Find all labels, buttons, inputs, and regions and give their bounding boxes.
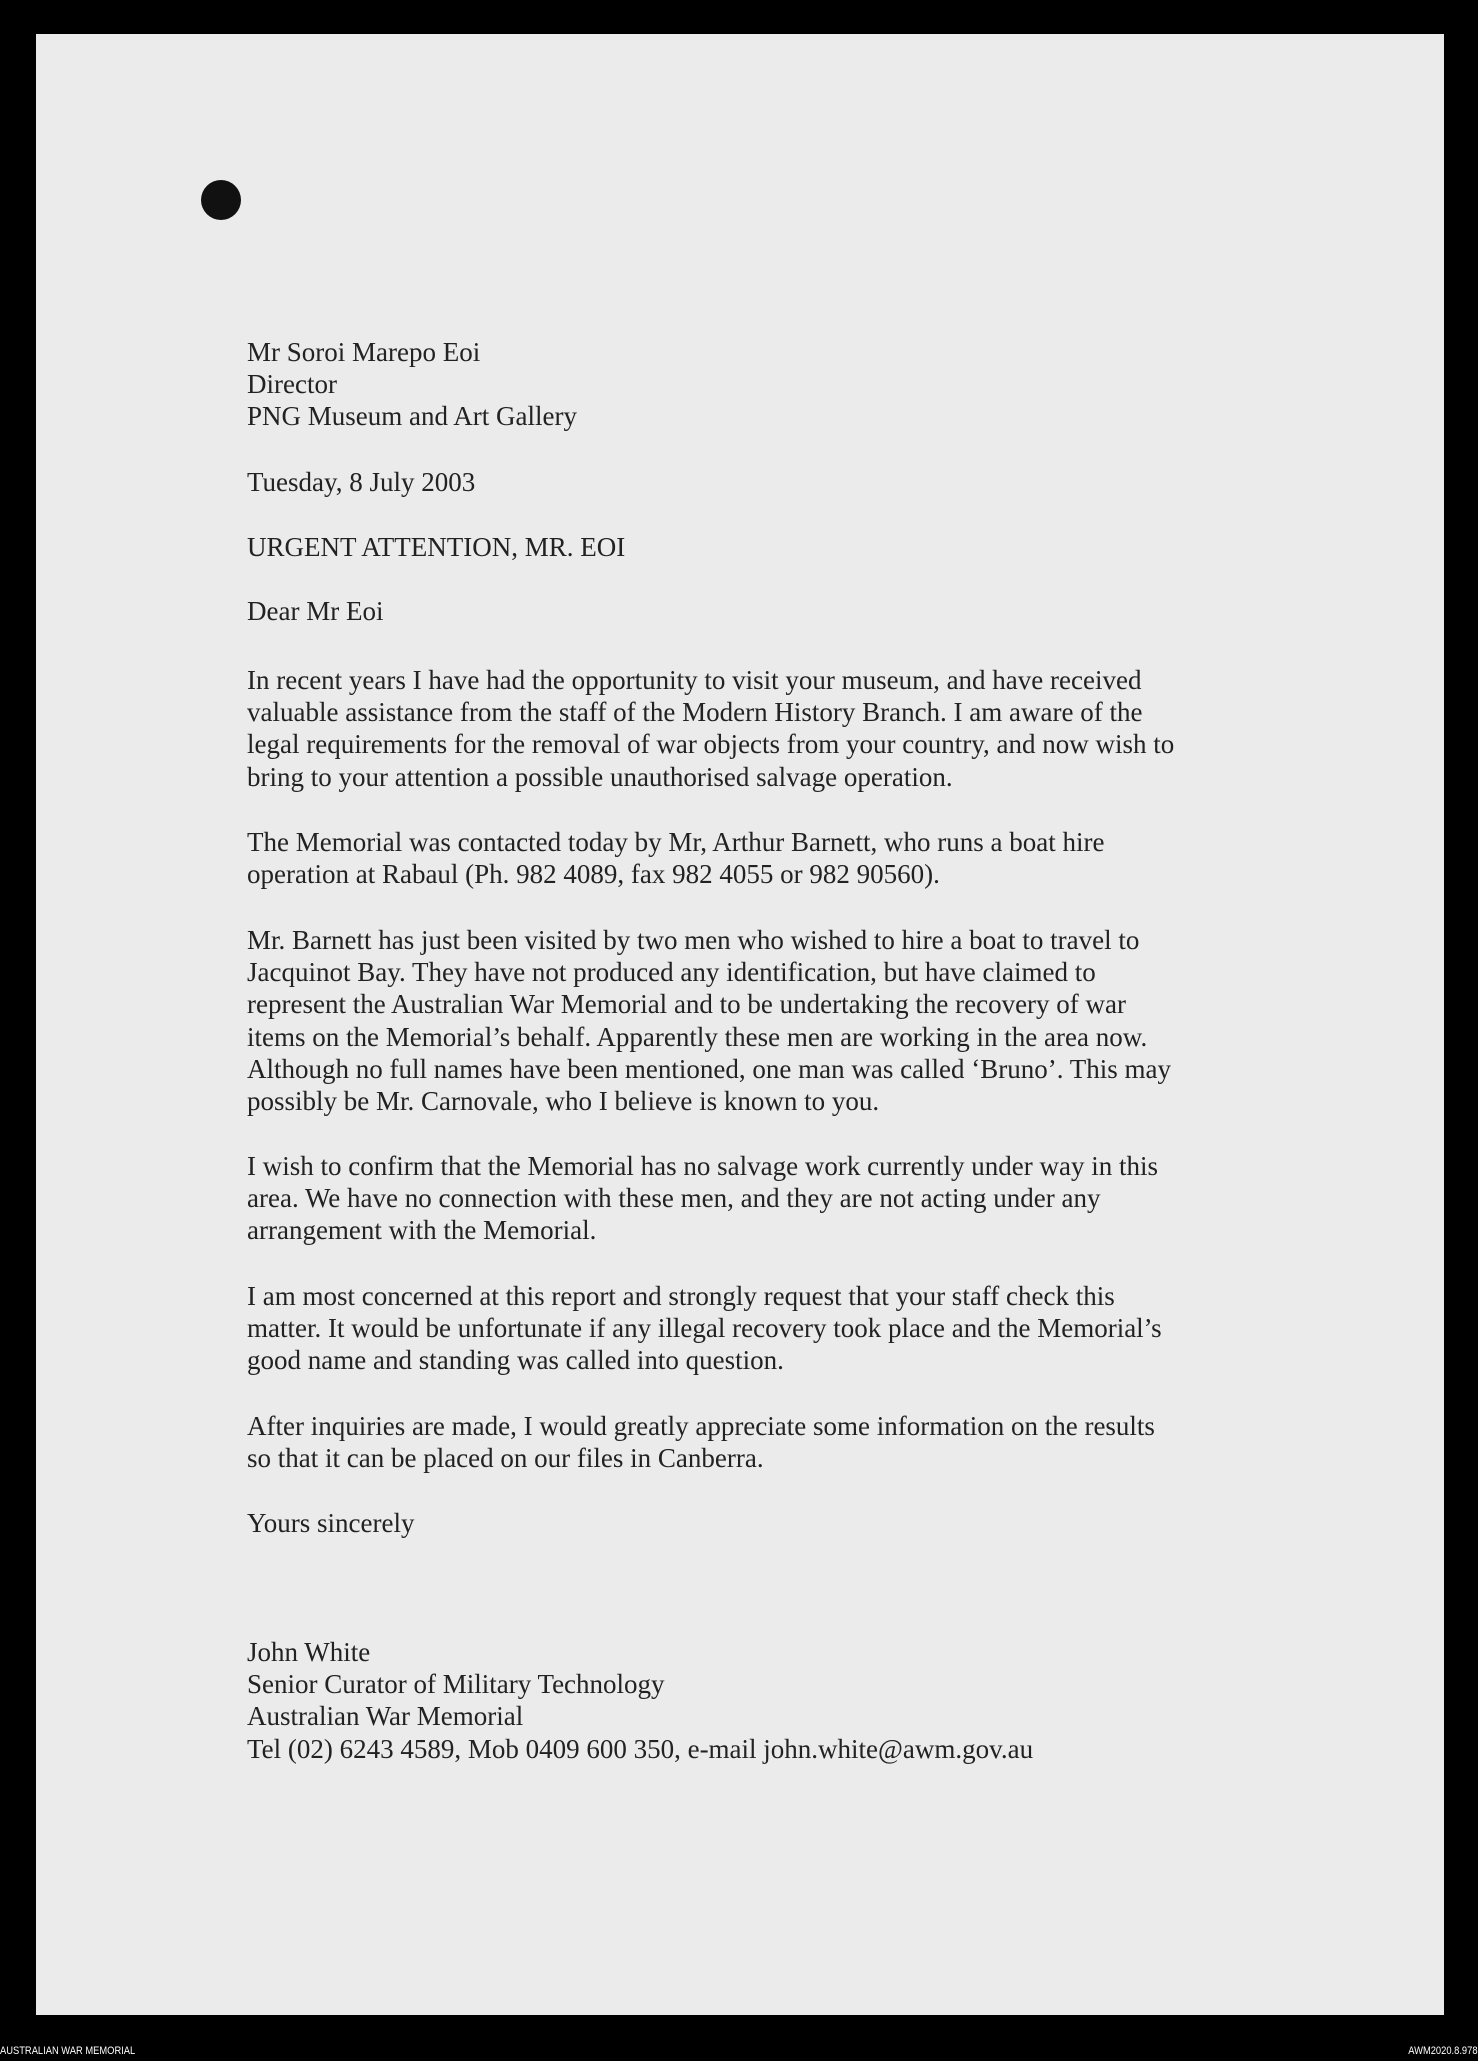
text-line: items on the Memorial’s behalf. Apparently these men are working in the area now.	[247, 1021, 1148, 1052]
text-line: matter. It would be unfortunate if any illegal recovery took place and the Memorial’s	[247, 1313, 1162, 1344]
punch-hole	[201, 180, 241, 220]
signature-block	[247, 1636, 1033, 1765]
text-line: Jacquinot Bay. They have not produced any identification, but have claimed to	[247, 957, 1096, 988]
address-line: PNG Museum and Art Gallery	[247, 401, 577, 432]
signature-title: Senior Curator of Military Technology	[247, 1669, 665, 1700]
signature-organisation: Australian War Memorial	[247, 1701, 524, 1732]
letter-date: Tuesday, 8 July 2003	[247, 467, 476, 497]
text-line: possibly be Mr. Carnovale, who I believe is known to you.	[247, 1085, 880, 1116]
text-line: I am most concerned at this report and strongly request that your staff check this	[247, 1281, 1115, 1311]
text-line: good name and standing was called into question.	[247, 1345, 784, 1376]
paragraph-4	[247, 1150, 1158, 1247]
text-line: I wish to confirm that the Memorial has no salvage work currently under way in this	[247, 1151, 1159, 1181]
text-line: valuable assistance from the staff of the Modern History Branch. I am aware of the	[247, 697, 1143, 728]
signature-contact: Tel (02) 6243 4589, Mob 0409 600 350, e-mail john.white@awm.gov.au	[247, 1733, 1034, 1764]
text-line: Although no full names have been mentioned, one man was called ‘Bruno’. This may	[247, 1053, 1172, 1084]
text-line: so that it can be placed on our files in Canberra.	[247, 1443, 764, 1474]
address-line: Director	[247, 369, 337, 400]
paragraph-6	[247, 1410, 1155, 1474]
text-line: The Memorial was contacted today by Mr, Arthur Barnett, who runs a boat hire	[247, 827, 1105, 857]
text-line: bring to your attention a possible unauthorised salvage operation.	[247, 761, 953, 792]
text-line: arrangement with the Memorial.	[247, 1215, 597, 1246]
text-line: represent the Australian War Memorial and to be undertaking the recovery of war	[247, 989, 1127, 1020]
closing: Yours sincerely	[247, 1508, 415, 1538]
paragraph-2	[247, 826, 1104, 890]
text-line: area. We have no connection with these men, and they are not acting under any	[247, 1183, 1101, 1214]
text-line: operation at Rabaul (Ph. 982 4089, fax 982 4055 or 982 90560).	[247, 859, 940, 890]
footer-institution: AUSTRALIAN WAR MEMORIAL	[0, 2045, 136, 2057]
text-line: legal requirements for the removal of war objects from your country, and now wish to	[247, 729, 1175, 760]
address-line: Mr Soroi Marepo Eoi	[247, 337, 481, 367]
paragraph-5	[247, 1280, 1162, 1377]
paragraph-1	[247, 664, 1174, 793]
signature-name: John White	[247, 1637, 371, 1667]
attention-line: URGENT ATTENTION, MR. EOI	[247, 532, 626, 562]
paragraph-3	[247, 924, 1171, 1117]
recipient-address	[247, 336, 577, 433]
text-line: After inquiries are made, I would greatly appreciate some information on the results	[247, 1411, 1155, 1441]
salutation: Dear Mr Eoi	[247, 596, 384, 626]
footer-accession-number: AWM2020.8.978	[1408, 2045, 1478, 2057]
text-line: In recent years I have had the opportunity to visit your museum, and have received	[247, 665, 1142, 695]
text-line: Mr. Barnett has just been visited by two men who wished to hire a boat to travel to	[247, 925, 1140, 955]
